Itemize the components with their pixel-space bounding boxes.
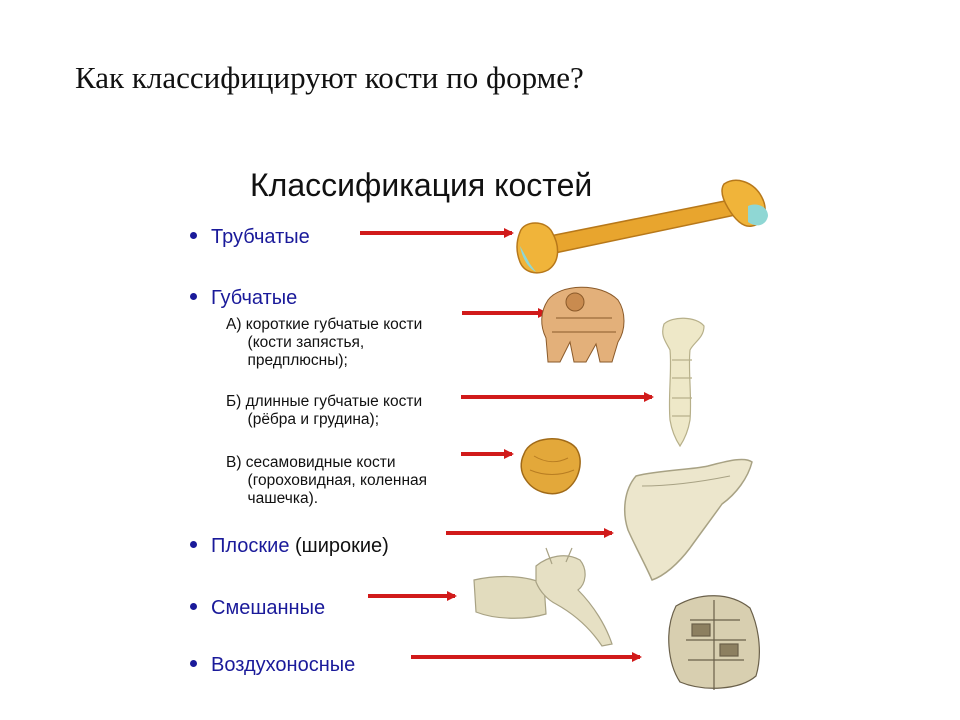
subitem-line: (рёбра и грудина); bbox=[226, 411, 380, 428]
subitem-line: предплюсны); bbox=[226, 352, 348, 369]
panel-title: Классификация костей bbox=[250, 167, 593, 203]
vertebra-icon bbox=[474, 548, 612, 646]
bullet-label: Трубчатые bbox=[211, 226, 310, 248]
subitem-line: Б) длинные губчатые кости bbox=[226, 393, 423, 410]
bullet-tail: (широкие) bbox=[289, 535, 389, 557]
wrist-bones-icon bbox=[542, 287, 624, 362]
bullet-label: Губчатые bbox=[211, 287, 298, 309]
subitem-line: А) короткие губчатые кости bbox=[226, 316, 423, 333]
subitem-line: (кости запястья, bbox=[226, 334, 365, 351]
slide-title: Как классифицируют кости по форме? bbox=[75, 60, 584, 95]
patella-icon bbox=[521, 439, 580, 494]
bullet-label: Смешанные bbox=[211, 597, 326, 619]
skull-cross-section-icon bbox=[669, 596, 760, 690]
long-bone-femur-icon bbox=[517, 180, 768, 272]
bullet-label: Воздухоносные bbox=[211, 654, 356, 676]
sternum-icon bbox=[663, 318, 704, 446]
scapula-icon bbox=[625, 459, 752, 580]
bullet-label: Плоские bbox=[211, 535, 290, 557]
subitem-line: В) сесамовидные кости bbox=[226, 454, 396, 471]
subitem-line: (гороховидная, коленная bbox=[226, 472, 428, 489]
subitem-line: чашечка). bbox=[226, 490, 319, 507]
